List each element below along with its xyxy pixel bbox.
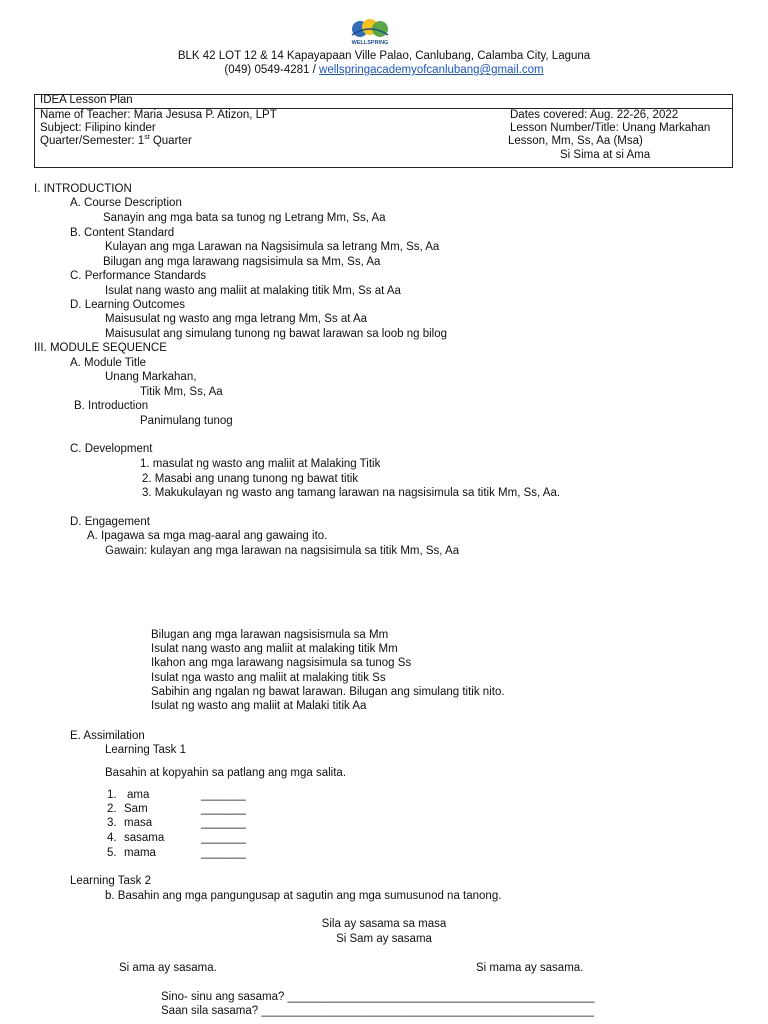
- reading-sentence: Sila ay sasama sa masa: [321, 918, 447, 930]
- development-item: 3. Makukulayan ng wasto ang tamang larawan na nagsisimula sa titik Mm, Ss, Aa.: [142, 487, 561, 499]
- engagement-task: Isulat ng wasto ang maliit at Malaki titik Aa: [151, 700, 367, 712]
- teacher-name: Name of Teacher: Maria Jesusa P. Atizon, LPT: [40, 109, 277, 121]
- subject: Subject: Filipino kinder: [40, 122, 156, 134]
- learning-task-1-label: Learning Task 1: [105, 744, 186, 756]
- course-description-text: Sanayin ang mga bata sa tunog ng Letrang Mm, Ss, Aa: [103, 212, 386, 224]
- module-title-text1: Unang Markahan,: [105, 371, 197, 383]
- word-item-blank: _______: [201, 847, 246, 859]
- email-link[interactable]: wellspringacademyofcanlubang@gmail.com: [319, 64, 544, 76]
- plan-title: IDEA Lesson Plan: [40, 94, 133, 106]
- quarter-sup: st: [144, 134, 150, 142]
- content-standard-text1: Kulayan ang mga Larawan na Nagsisimula sa letrang Mm, Ss, Aa: [105, 241, 440, 253]
- word-item-blank: _______: [201, 789, 246, 801]
- introduction-label: B. Introduction: [74, 400, 149, 412]
- engagement-task: Bilugan ang mga larawan nagsisismula sa Mm: [151, 629, 389, 641]
- learning-task-2-instruction: b. Basahin ang mga pangungusap at sagutin ang mga sumusunod na tanong.: [105, 890, 502, 902]
- development-item: 1. masulat ng wasto ang maliit at Malaking Titik: [140, 458, 381, 470]
- lesson-title-line1: Lesson Number/Title: Unang Markahan: [510, 122, 711, 134]
- contact-line: [0, 64, 768, 76]
- word-item-number: 4.: [107, 832, 117, 844]
- performance-standards-label: C. Performance Standards: [70, 270, 207, 282]
- assimilation-label: E. Assimilation: [70, 730, 145, 742]
- content-standard-label: B. Content Standard: [70, 227, 175, 239]
- word-item-number: 2.: [107, 803, 117, 815]
- reading-sentence: Si Sam ay sasama: [336, 933, 432, 945]
- lesson-plan-box: [34, 94, 733, 168]
- logo-text: WELLSPRING: [351, 40, 389, 46]
- module-title-text2: Titik Mm, Ss, Aa: [140, 386, 223, 398]
- learning-task-1-instruction: Basahin at kopyahin sa patlang ang mga salita.: [105, 767, 347, 779]
- dates-covered: Dates covered: Aug. 22-26, 2022: [510, 109, 679, 121]
- question-1: Sino- sinu ang sasama? ________________________________________________: [161, 991, 595, 1003]
- quarter-suffix: Quarter: [149, 135, 192, 147]
- introduction-text: Panimulang tunog: [140, 415, 233, 427]
- engagement-label: D. Engagement: [70, 516, 150, 528]
- intro-heading: I. INTRODUCTION: [34, 183, 132, 195]
- course-description-label: A. Course Description: [70, 197, 182, 209]
- word-item-blank: _______: [201, 803, 246, 815]
- module-title-label: A. Module Title: [70, 357, 147, 369]
- engagement-text1: A. Ipagawa sa mga mag-aaral ang gawaing ito.: [87, 530, 328, 542]
- learning-outcomes-text2: Maisusulat ang simulang tunong ng bawat larawan sa loob ng bilog: [105, 328, 448, 340]
- word-item-blank: _______: [201, 817, 246, 829]
- word-item-blank: _______: [201, 832, 246, 844]
- development-label: C. Development: [70, 443, 153, 455]
- engagement-task: Isulat nga wasto ang maliit at malaking titik Ss: [151, 672, 386, 684]
- word-item-word: Sam: [124, 803, 148, 815]
- word-item-word: sasama: [124, 832, 165, 844]
- module-heading: III. MODULE SEQUENCE: [34, 342, 167, 354]
- reading-sentence-right: Si mama ay sasama.: [476, 962, 584, 974]
- word-item-word: mama: [124, 847, 156, 859]
- quarter: [40, 135, 192, 147]
- learning-outcomes-text1: Maisusulat ng wasto ang mga letrang Mm, Ss at Aa: [105, 313, 368, 325]
- word-item-number: 1.: [107, 789, 117, 801]
- learning-task-2-label: Learning Task 2: [70, 875, 151, 887]
- engagement-task: Isulat nang wasto ang maliit at malaking titik Mm: [151, 643, 398, 655]
- development-item: 2. Masabi ang unang tunong ng bawat titik: [142, 473, 359, 485]
- content-standard-text2: Bilugan ang mga larawang nagsisimula sa Mm, Ss, Aa: [103, 256, 381, 268]
- engagement-text2: Gawain: kulayan ang mga larawan na nagsisimula sa titik Mm, Ss, Aa: [105, 545, 460, 557]
- word-item-word: masa: [124, 817, 153, 829]
- school-address: BLK 42 LOT 12 & 14 Kapayapaan Ville Palao, Canlubang, Calamba City, Laguna: [177, 50, 591, 62]
- performance-standards-text: Isulat nang wasto ang maliit at malaking titik Mm, Ss at Aa: [105, 285, 401, 297]
- word-item-number: 5.: [107, 847, 117, 859]
- reading-sentence-left: Si ama ay sasama.: [119, 962, 217, 974]
- quarter-prefix: Quarter/Semester: 1: [40, 135, 145, 147]
- engagement-task: Sabihin ang ngalan ng bawat larawan. Bilugan ang simulang titik nito.: [151, 686, 505, 698]
- phone-number: (049) 0549-4281 /: [224, 64, 320, 76]
- learning-outcomes-label: D. Learning Outcomes: [70, 299, 186, 311]
- school-logo: [346, 18, 394, 46]
- word-item-number: 3.: [107, 817, 117, 829]
- lesson-title-line2: Lesson, Mm, Ss, Aa (Msa): [508, 135, 643, 147]
- engagement-task: Ikahon ang mga larawang nagsisimula sa tunog Ss: [151, 657, 412, 669]
- word-item-word: ama: [127, 789, 150, 801]
- lesson-title-line3: Si Sima at si Ama: [560, 149, 651, 161]
- question-2: Saan sila sasama? ____________________________________________________: [161, 1005, 594, 1017]
